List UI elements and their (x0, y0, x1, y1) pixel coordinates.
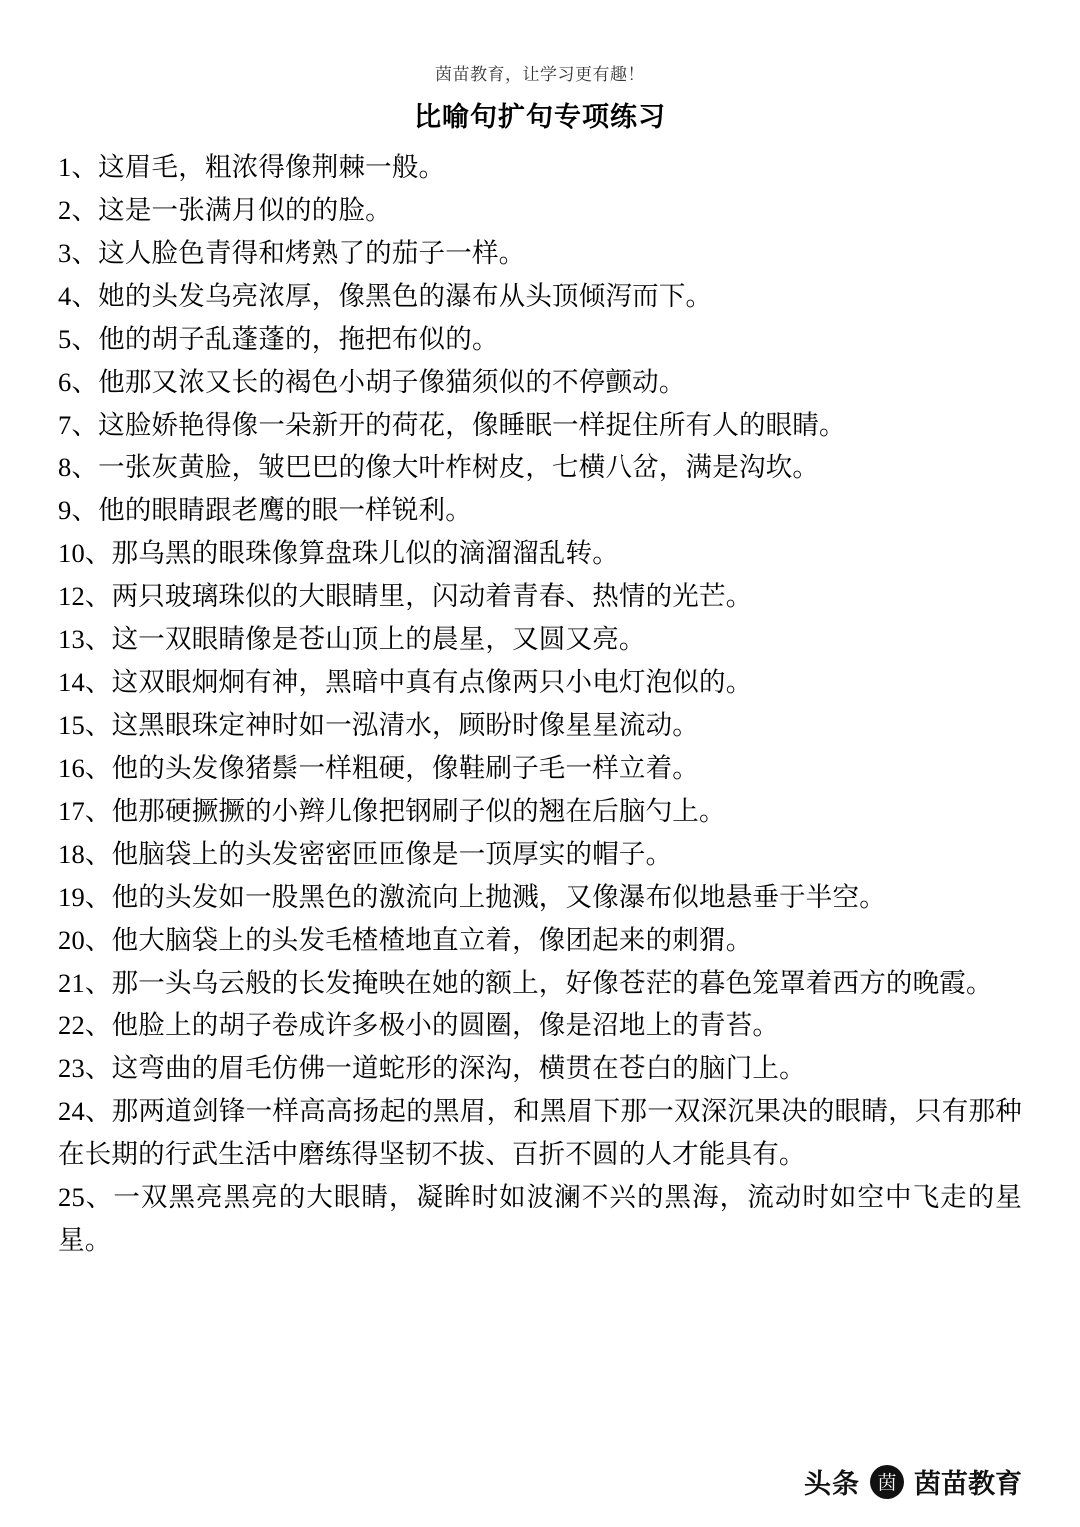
list-item: 1、这眉毛，粗浓得像荆棘一般。 (58, 152, 446, 182)
list-item: 9、他的眼睛跟老鹰的眼一样锐利。 (58, 495, 472, 526)
list-item: 21、那一头乌云般的长发掩映在她的额上，好像苍茫的暮色笼罩着西方的晚霞。 (58, 967, 993, 998)
practice-sentence-list (58, 146, 1022, 1262)
list-item: 18、他脑袋上的头发密密匝匝像是一顶厚实的帽子。 (58, 838, 673, 869)
list-item: 16、他的头发像猪鬃一样粗硬，像鞋刷子毛一样立着。 (58, 752, 699, 783)
list-item: 10、那乌黑的眼珠像算盘珠儿似的滴溜溜乱转。 (58, 538, 619, 569)
list-item: 19、他的头发如一股黑色的激流向上抛溅，又像瀑布似地悬垂于半空。 (58, 881, 886, 912)
list-item: 5、他的胡子乱蓬蓬的，拖把布似的。 (58, 323, 499, 354)
list-item: 8、一张灰黄脸，皱巴巴的像大叶柞树皮，七横八岔，满是沟坎。 (58, 452, 820, 483)
list-item: 22、他脸上的胡子卷成许多极小的圆圈，像是沼地上的青苔。 (58, 1010, 780, 1041)
watermark (804, 1462, 1022, 1501)
list-item: 2、这是一张满月似的的脸。 (58, 194, 392, 225)
list-item: 24、那两道剑锋一样高高扬起的黑眉，和黑眉下那一双深沉果决的眼睛，只有那种在长期的行武生活中磨练得坚韧不拔、百折不圆的人才能具有。 (58, 1096, 1022, 1170)
list-item: 12、两只玻璃珠似的大眼睛里，闪动着青春、热情的光芒。 (58, 581, 753, 612)
list-item: 7、这脸娇艳得像一朵新开的荷花，像睡眠一样捉住所有人的眼睛。 (58, 409, 846, 440)
list-item: 15、这黑眼珠定神时如一泓清水，顾盼时像星星流动。 (58, 709, 699, 740)
list-item: 23、这弯曲的眉毛仿佛一道蛇形的深沟，横贯在苍白的脑门上。 (58, 1053, 806, 1084)
watermark-platform: 头条 (804, 1469, 860, 1499)
list-item: 17、他那硬撅撅的小辫儿像把钢刷子似的翘在后脑勺上。 (58, 795, 726, 826)
list-item: 4、她的头发乌亮浓厚，像黑色的瀑布从头顶倾泻而下。 (58, 280, 713, 311)
list-item: 25、一双黑亮黑亮的大眼睛，凝眸时如波澜不兴的黑海，流动时如空中飞走的星星。 (58, 1182, 1022, 1256)
list-item: 13、这一双眼睛像是苍山顶上的晨星，又圆又亮。 (58, 624, 646, 655)
list-item: 3、这人脸色青得和烤熟了的茄子一样。 (58, 237, 526, 268)
brand-logo-icon: 茵 (870, 1465, 904, 1499)
list-item: 20、他大脑袋上的头发毛楂楂地直立着，像团起来的刺猬。 (58, 924, 753, 955)
header-note: 茵苗教育，让学习更有趣！ (435, 65, 645, 84)
list-item: 14、这双眼炯炯有神，黑暗中真有点像两只小电灯泡似的。 (58, 667, 753, 698)
list-item: 6、他那又浓又长的褐色小胡子像猫须似的不停颤动。 (58, 366, 686, 397)
watermark-brand: 茵苗教育 (914, 1469, 1022, 1499)
page-title: 比喻句扩句专项练习 (414, 102, 666, 132)
